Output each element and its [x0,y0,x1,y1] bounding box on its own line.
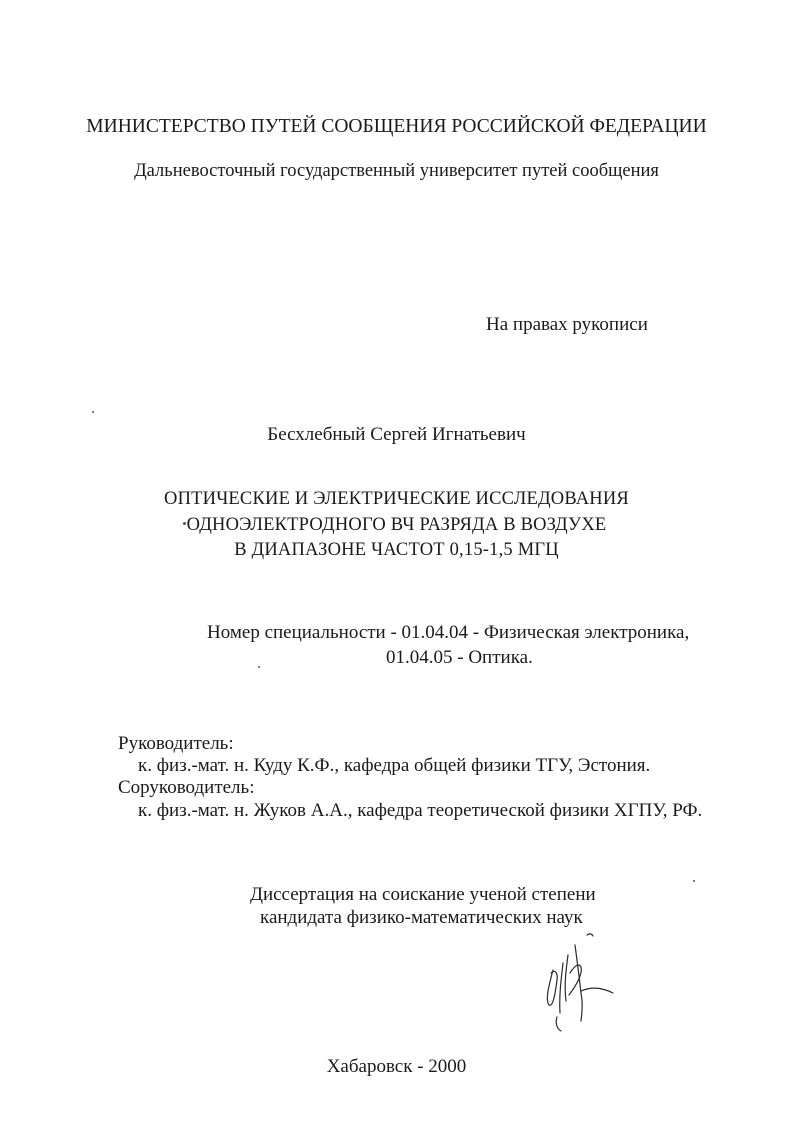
scan-speck [258,666,260,668]
thesis-title-line-3: В ДИАПАЗОНЕ ЧАСТОТ 0,15-1,5 МГЦ [234,540,559,560]
scan-speck [92,411,94,413]
cosupervisor-value: к. физ.-мат. н. Жуков А.А., кафедра теоретической физики ХГПУ, РФ. [138,800,703,821]
degree-line-2: кандидата физико-математических наук [260,907,583,928]
specialty-line-1: Номер специальности - 01.04.04 - Физическая электроника, [207,622,690,643]
handwritten-signature [535,925,620,1035]
cosupervisor-label: Соруководитель: [118,777,255,798]
manuscript-rights-note: На правах рукописи [486,314,648,335]
scan-speck [693,880,695,882]
scan-speck [183,522,186,525]
specialty-line-2: 01.04.05 - Оптика. [386,647,533,668]
thesis-title-line-2: ОДНОЭЛЕКТРОДНОГО ВЧ РАЗРЯДА В ВОЗДУХЕ [186,515,607,535]
author-name: Бесхлебный Сергей Игнатьевич [267,424,526,445]
supervisor-value: к. физ.-мат. н. Куду К.Ф., кафедра общей физики ТГУ, Эстония. [138,755,651,776]
ministry-heading: МИНИСТЕРСТВО ПУТЕЙ СООБЩЕНИЯ РОССИЙСКОЙ ФЕДЕРАЦИИ [86,116,707,137]
university-name: Дальневосточный государственный университет путей сообщения [134,161,659,181]
city-year: Хабаровск - 2000 [326,1056,467,1077]
degree-line-1: Диссертация на соискание ученой степени [250,884,596,905]
thesis-title-line-1: ОПТИЧЕСКИЕ И ЭЛЕКТРИЧЕСКИЕ ИССЛЕДОВАНИЯ [164,489,629,509]
supervisor-label: Руководитель: [118,733,234,754]
